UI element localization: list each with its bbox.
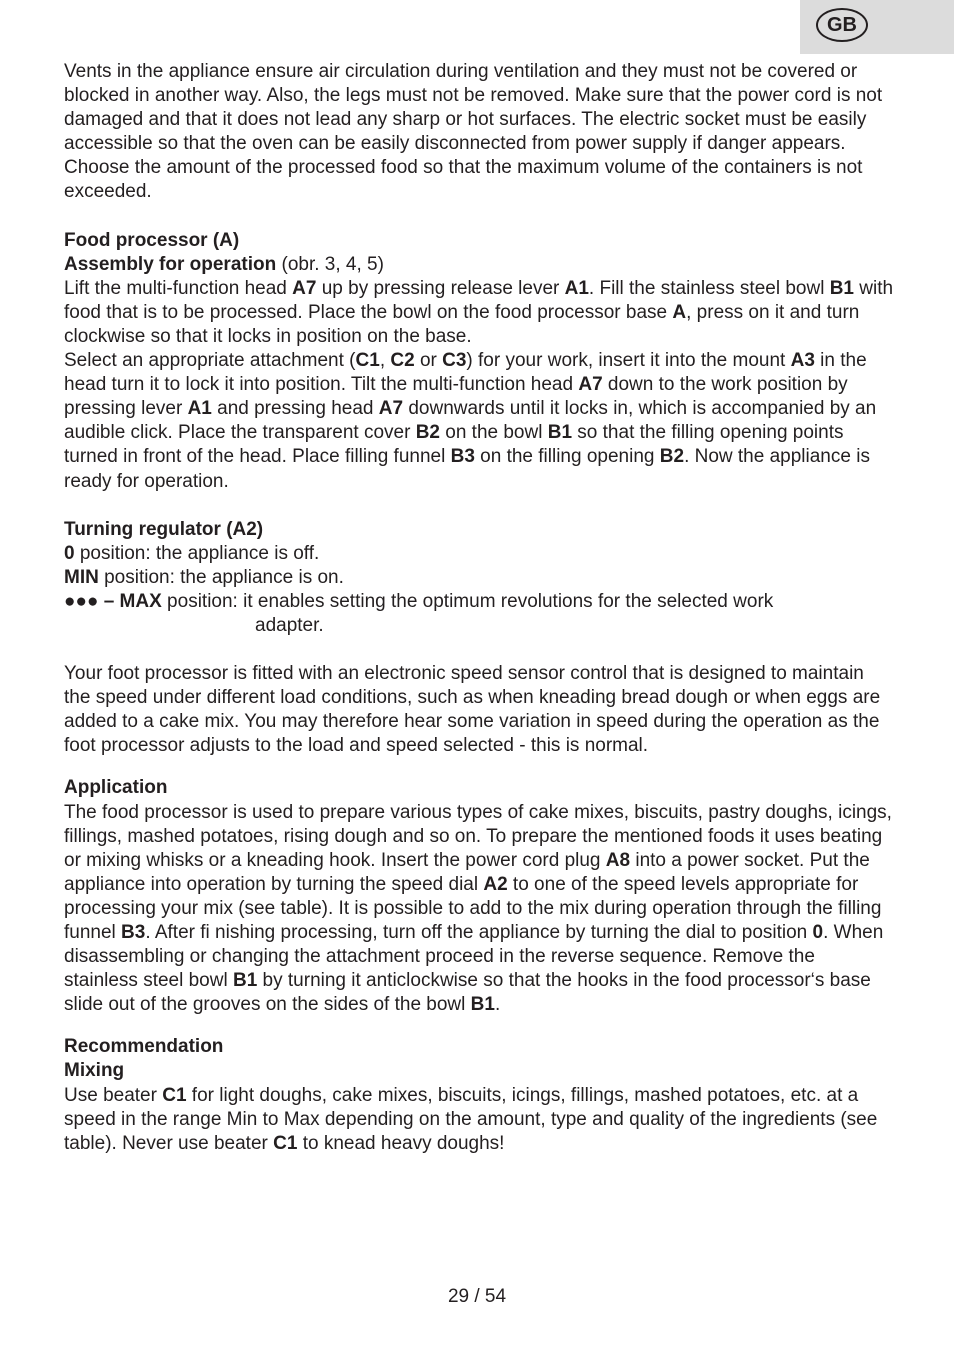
bold-reference: MIN <box>64 566 99 588</box>
regulator-position-min: MIN position: the appliance is on. <box>64 566 344 588</box>
regulator-position-max: ●●● – MAX position: it enables setting the optimum revolutions for the selected work <box>64 590 774 612</box>
bold-reference: C3 <box>442 350 467 372</box>
food-processor-heading: Food processor (A) <box>64 229 240 251</box>
bold-reference: B3 <box>121 922 146 943</box>
assembly-ref: (obr. 3, 4, 5) <box>276 253 384 275</box>
bold-reference: C2 <box>390 350 415 372</box>
assembly-heading-line <box>64 253 894 277</box>
regulator-position-max-cont: adapter. <box>255 614 324 636</box>
bold-reference: B1 <box>829 277 854 299</box>
bold-reference: A3 <box>790 350 815 372</box>
language-tab <box>800 0 954 54</box>
bold-reference: B3 <box>450 446 475 468</box>
bold-reference: A7 <box>378 398 404 420</box>
bold-reference: B1 <box>232 970 258 992</box>
regulator-heading: Turning regulator (A2) <box>64 518 264 540</box>
bold-reference: A7 <box>578 374 603 396</box>
bold-reference: C1 <box>273 1132 298 1154</box>
bold-reference: C1 <box>355 350 380 372</box>
assembly-paragraph-2: Select an appropriate attachment (C1, C2 or C3) for your work, insert it into the mount A3 in the head turn it to lock it into position. Tilt the multi-function head A7 down to the work position by pressing lever A1 and pressing head A7 downwards until it locks in, which is accompanied by an audible click. Place the transparent cover B2 on the bowl B1 so that the filling opening points turned in front of the head. Place filling funnel B3 on the filling opening B2. Now the appliance is ready for operation. <box>64 350 877 492</box>
mixing-paragraph: Use beater C1 for light doughs, cake mixes, biscuits, icings, fillings, mashed potatoes, etc. at a speed in the range Min to Max depending on the amount, type and quality of the ingredients (see table). Never use beater C1 to knead heavy doughs! <box>64 1084 878 1154</box>
bold-reference: A1 <box>564 277 589 299</box>
bold-reference: A8 <box>605 849 631 871</box>
bold-reference: ●●● – MAX <box>64 590 162 612</box>
bold-reference: B2 <box>659 446 685 468</box>
recommendation-heading: Recommendation <box>64 1036 224 1058</box>
application-paragraph: The food processor is used to prepare various types of cake mixes, biscuits, pastry doughs, icings, fillings, mashed potatoes, rising dough and so on. To prepare the mentioned foods it uses beating or mixing whisks or a kneading hook. Insert the power cord plug A8 into a power socket. Put the appliance into operation by turning the speed dial A2 to one of the speed levels appropriate for processing your mix (see table). It is possible to add to the mix during operation through the filling funnel B3. After fi nishing processing, turn off the appliance by turning the dial to position 0. When disassembling or changing the attachment proceed in the reverse sequence. Remove the stainless steel bowl B1 by turning it anticlockwise so that the hooks in the food processor‘s base slide out of the grooves on the sides of the bowl B1. <box>64 801 892 1016</box>
language-badge: GB <box>816 8 868 42</box>
bold-reference: 0 <box>64 542 75 564</box>
bold-reference: B1 <box>470 994 495 1016</box>
assembly-heading: Assembly for operation <box>64 253 277 275</box>
bold-reference: 0 <box>812 922 824 943</box>
application-heading: Application <box>64 777 168 799</box>
bold-reference: A7 <box>292 277 317 299</box>
bold-reference: C1 <box>162 1084 187 1106</box>
bold-reference: A <box>672 301 687 323</box>
bold-reference: A2 <box>483 873 508 895</box>
page-content <box>64 60 894 1156</box>
bold-reference: B2 <box>415 422 440 444</box>
page-number: 29 / 54 <box>447 1286 507 1307</box>
speed-sensor-paragraph: Your foot processor is fitted with an electronic speed sensor control that is designed to maintain the speed under different load conditions, such as when kneading bread dough or when eggs are added to a cake mix. You may therefore hear some variation in speed during the operation as the foot processor adjusts to the load and speed selected - this is normal. <box>64 663 881 757</box>
intro-paragraph: Vents in the appliance ensure air circulation during ventilation and they must not be covered or blocked in another way. Also, the legs must not be removed. Make sure that the power cord is not damaged and that it does not lead any sharp or hot surfaces. The electric socket must be easily accessible so that the oven can be easily disconnected from power supply if danger appears. Choose the amount of the processed food so that the maximum volume of the containers is not exceeded. <box>64 61 883 203</box>
mixing-heading: Mixing <box>64 1060 125 1082</box>
regulator-position-0: 0 position: the appliance is off. <box>64 542 320 564</box>
bold-reference: B1 <box>547 422 573 444</box>
bold-reference: A1 <box>187 398 212 420</box>
assembly-paragraph-1: Lift the multi-function head A7 up by pressing release lever A1. Fill the stainless steel bowl B1 with food that is to be processed. Place the bowl on the food processor base A, press on it and turn clockwise so that it locks in position on the base. <box>64 277 894 347</box>
